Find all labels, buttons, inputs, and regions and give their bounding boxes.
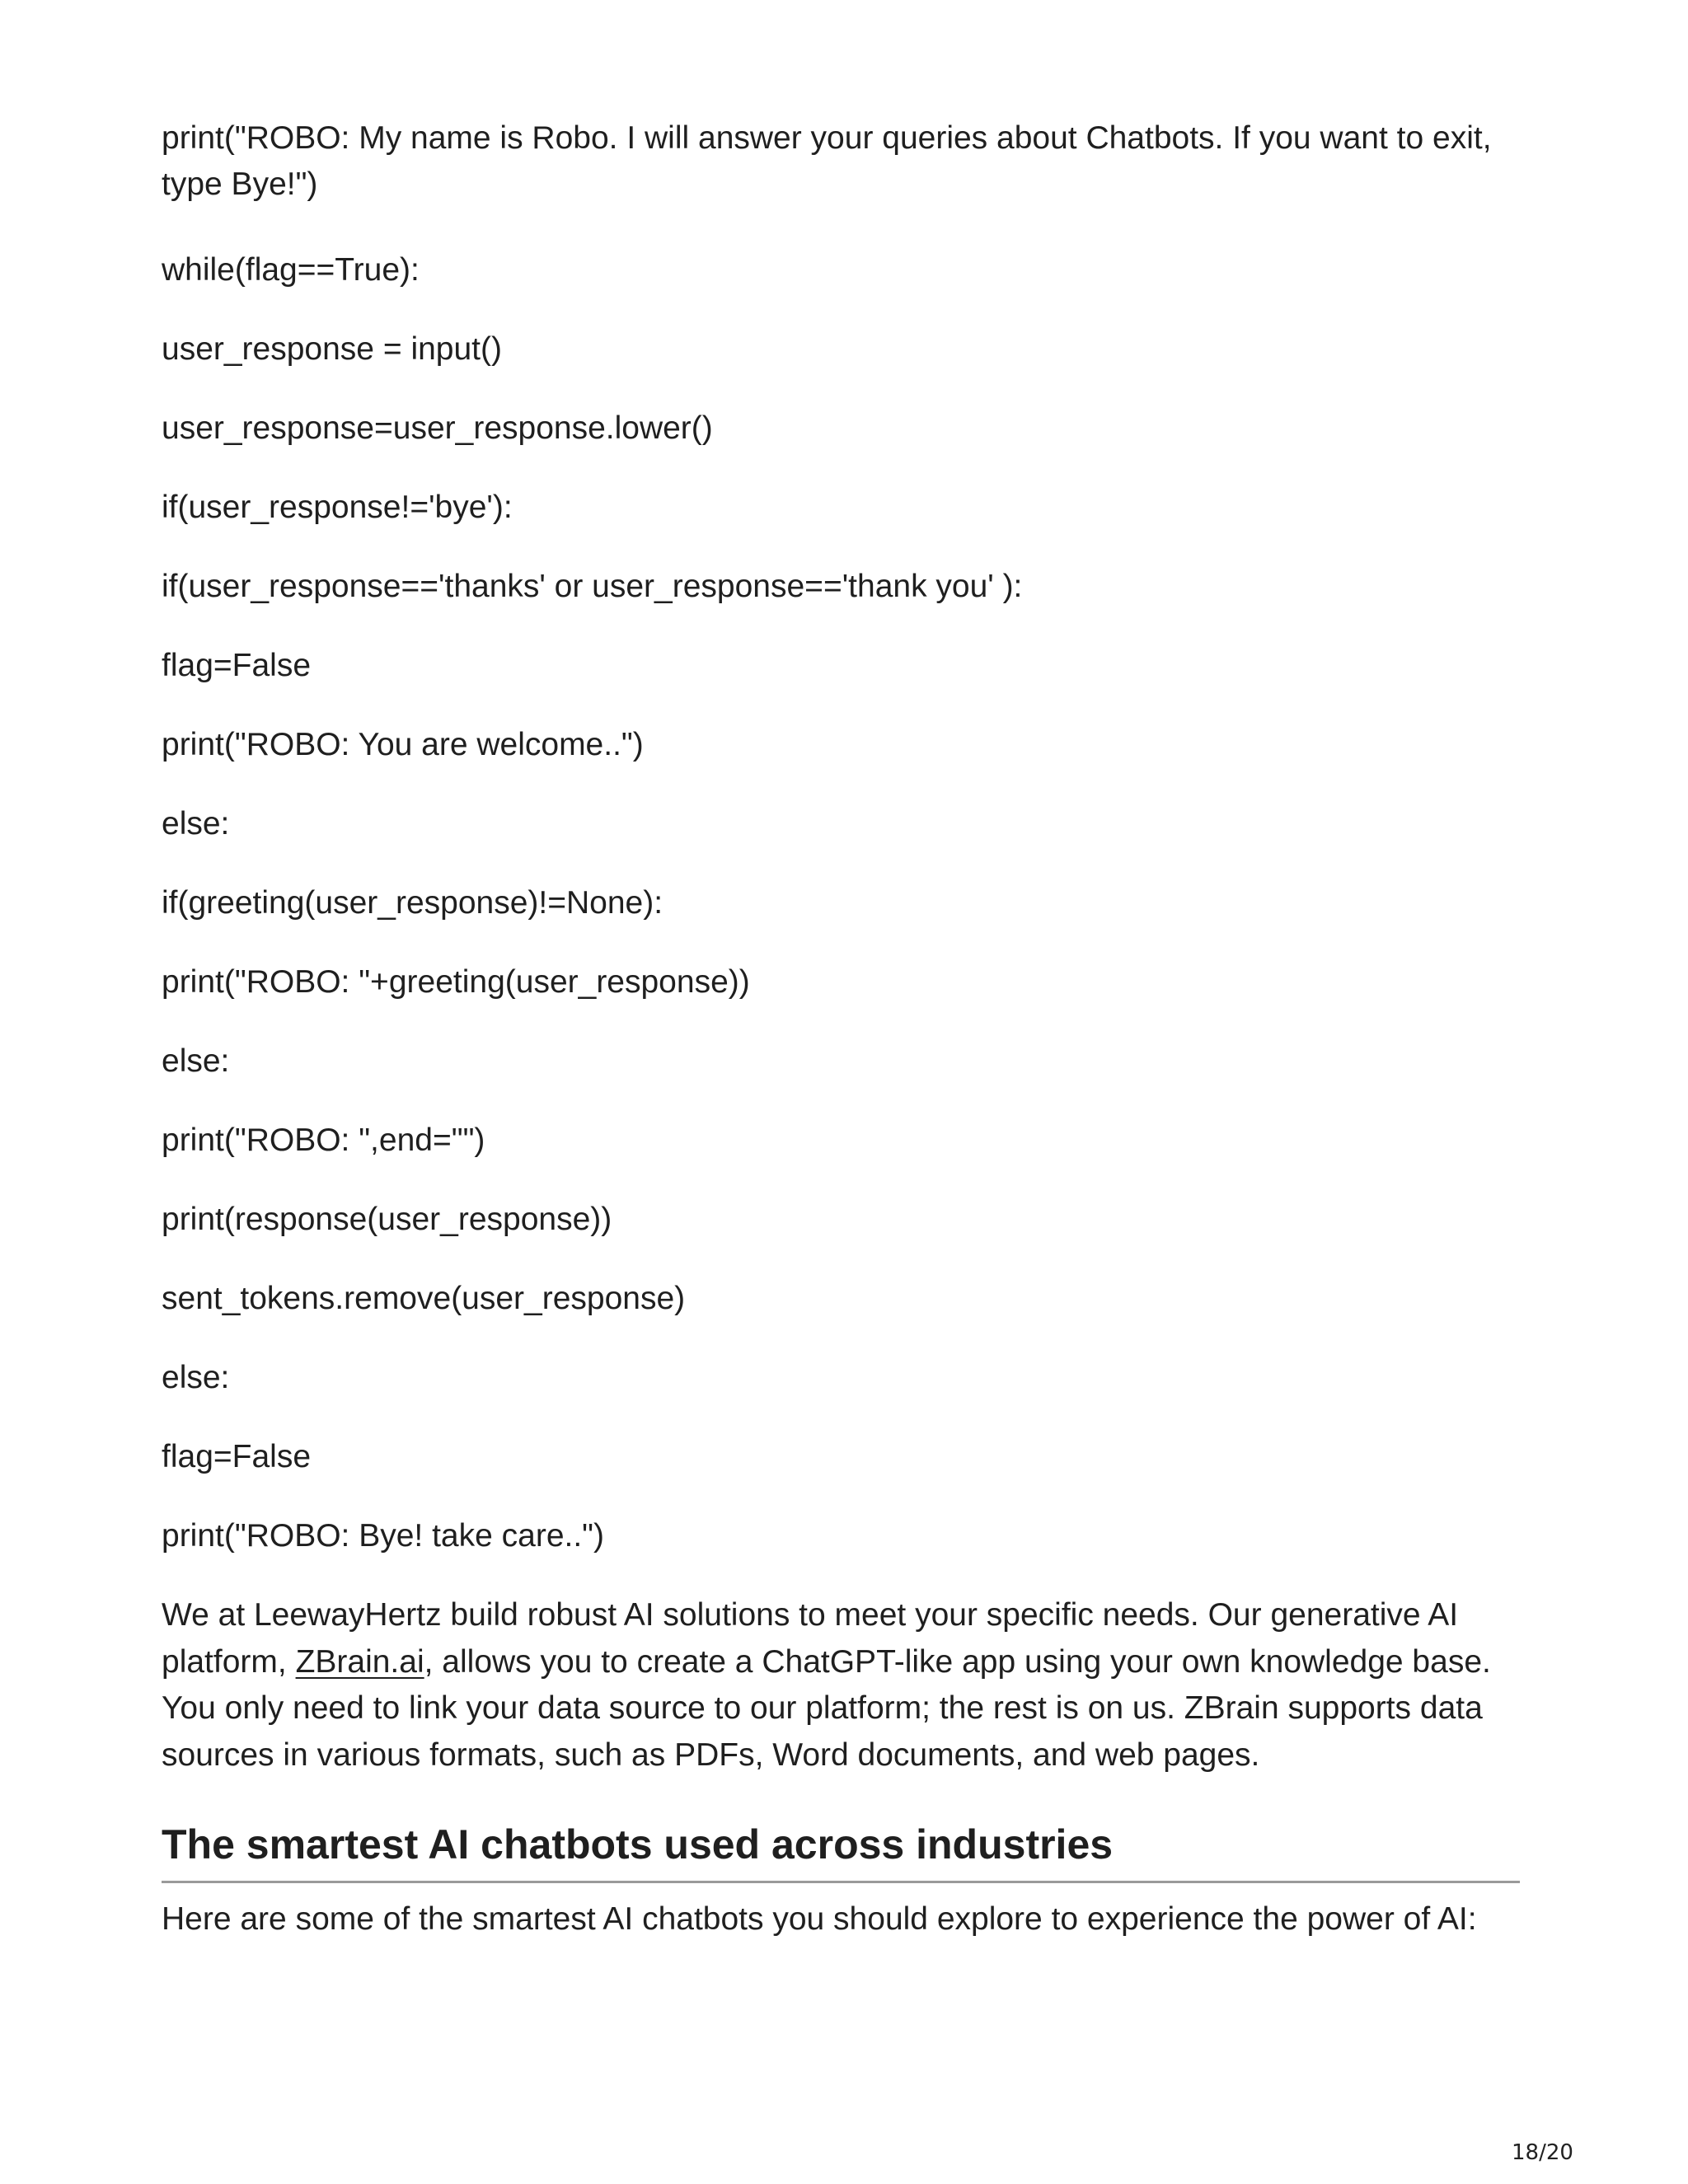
document-content: [162, 115, 1520, 1943]
code-line: while(flag==True):: [162, 252, 420, 288]
code-line: if(user_response!='bye'):: [162, 490, 513, 525]
paragraph-text-after-link: , allows you to create a ChatGPT-like app using your own knowledge base. You only need to link your data source to our platform; the rest is on us. ZBrain supports data sources in various formats, such as PDFs, Word documents, and web pages.: [162, 1643, 1491, 1773]
page-number: 18/20: [1512, 2140, 1573, 2165]
code-line: else:: [162, 1360, 230, 1395]
leewayhertz-paragraph: [162, 1592, 1520, 1779]
code-line: else:: [162, 806, 230, 841]
code-line: print("ROBO: "+greeting(user_response)): [162, 964, 750, 1000]
code-line: if(user_response=='thanks' or user_response=='thank you' ):: [162, 569, 1023, 604]
code-line: print("ROBO: ",end=""): [162, 1122, 485, 1158]
code-line: user_response=user_response.lower(): [162, 410, 713, 446]
code-line: print("ROBO: You are welcome.."): [162, 727, 644, 762]
code-line: sent_tokens.remove(user_response): [162, 1281, 686, 1316]
code-line: print("ROBO: My name is Robo. I will answer your queries about Chatbots. If you want to exit, type Bye!"): [162, 120, 1501, 202]
code-line: else:: [162, 1043, 230, 1079]
section-intro: Here are some of the smartest AI chatbots you should explore to experience the power of AI:: [162, 1901, 1477, 1937]
code-line: print("ROBO: Bye! take care.."): [162, 1518, 605, 1554]
code-line: flag=False: [162, 648, 312, 683]
code-line: flag=False: [162, 1439, 312, 1474]
zbrain-link[interactable]: ZBrain.ai: [295, 1643, 424, 1680]
code-line: print(response(user_response)): [162, 1202, 612, 1237]
code-line: user_response = input(): [162, 331, 502, 367]
paragraph-text-before-link: We at LeewayHertz build robust AI solutions to meet your specific needs. Our generative AI platform,: [162, 1597, 1459, 1680]
code-line: if(greeting(user_response)!=None):: [162, 885, 663, 921]
section-heading: The smartest AI chatbots used across industries: [162, 1820, 1520, 1883]
